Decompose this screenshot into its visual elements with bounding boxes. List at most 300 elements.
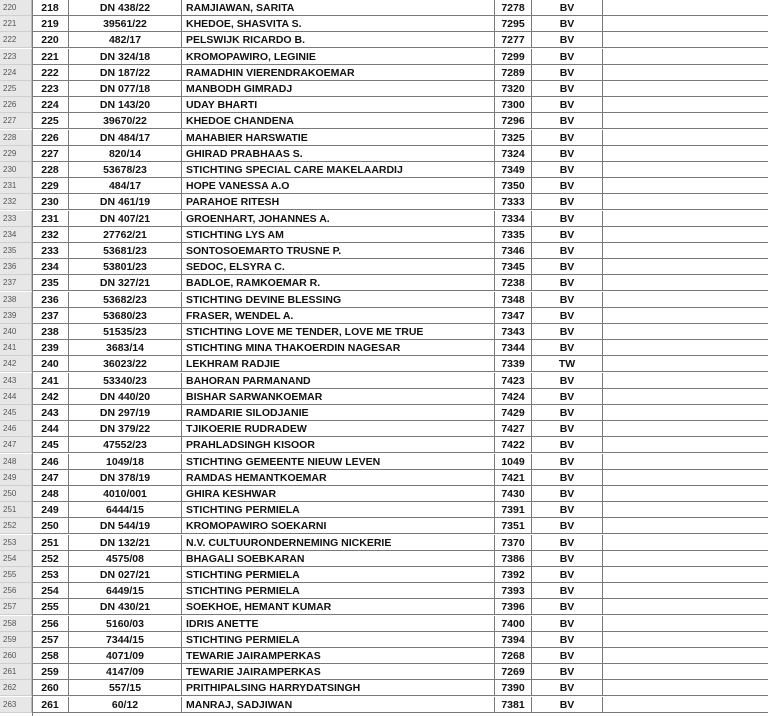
empty-cell[interactable]	[603, 227, 768, 243]
code-cell[interactable]: 7299	[495, 49, 532, 65]
name-cell[interactable]: LEKHRAM RADJIE	[182, 356, 495, 372]
type-cell[interactable]: BV	[532, 340, 603, 356]
empty-cell[interactable]	[603, 535, 768, 551]
empty-cell[interactable]	[603, 259, 768, 275]
number-cell[interactable]: 219	[32, 16, 69, 32]
name-cell[interactable]: STICHTING LYS AM	[182, 227, 495, 243]
name-cell[interactable]: IDRIS ANETTE	[182, 616, 495, 632]
code-cell[interactable]: 7343	[495, 324, 532, 340]
number-cell[interactable]: 226	[32, 130, 69, 146]
reference-cell[interactable]: DN 143/20	[69, 97, 182, 113]
row-header[interactable]: 233	[0, 211, 32, 227]
number-cell[interactable]: 249	[32, 502, 69, 518]
name-cell[interactable]: KROMOPAWIRO SOEKARNI	[182, 518, 495, 534]
empty-cell[interactable]	[603, 0, 768, 16]
table-row[interactable]	[0, 194, 768, 210]
empty-cell[interactable]	[603, 178, 768, 194]
name-cell[interactable]: FRASER, WENDEL A.	[182, 308, 495, 324]
empty-cell[interactable]	[603, 389, 768, 405]
type-cell[interactable]: BV	[532, 421, 603, 437]
reference-cell[interactable]: 4575/08	[69, 551, 182, 567]
type-cell[interactable]: BV	[532, 389, 603, 405]
empty-cell[interactable]	[603, 373, 768, 389]
name-cell[interactable]: UDAY BHARTI	[182, 97, 495, 113]
table-row[interactable]	[0, 356, 768, 372]
code-cell[interactable]: 7391	[495, 502, 532, 518]
empty-cell[interactable]	[603, 113, 768, 129]
code-cell[interactable]: 7347	[495, 308, 532, 324]
code-cell[interactable]: 7238	[495, 275, 532, 291]
reference-cell[interactable]: 6444/15	[69, 502, 182, 518]
name-cell[interactable]: SEDOC, ELSYRA C.	[182, 259, 495, 275]
code-cell[interactable]: 7349	[495, 162, 532, 178]
type-cell[interactable]: BV	[532, 97, 603, 113]
number-cell[interactable]: 242	[32, 389, 69, 405]
number-cell[interactable]: 220	[32, 32, 69, 48]
row-header[interactable]: 243	[0, 373, 32, 389]
type-cell[interactable]: BV	[532, 648, 603, 664]
table-row[interactable]	[0, 599, 768, 615]
reference-cell[interactable]: DN 027/21	[69, 567, 182, 583]
row-header[interactable]: 245	[0, 405, 32, 421]
row-header[interactable]: 242	[0, 356, 32, 372]
type-cell[interactable]: BV	[532, 680, 603, 696]
table-row[interactable]	[0, 680, 768, 696]
name-cell[interactable]: PARAHOE RITESH	[182, 194, 495, 210]
number-cell[interactable]: 254	[32, 583, 69, 599]
name-cell[interactable]: MANRAJ, SADJIWAN	[182, 697, 495, 713]
code-cell[interactable]: 7430	[495, 486, 532, 502]
type-cell[interactable]: BV	[532, 146, 603, 162]
reference-cell[interactable]: DN 132/21	[69, 535, 182, 551]
empty-cell[interactable]	[603, 32, 768, 48]
name-cell[interactable]: STICHTING LOVE ME TENDER, LOVE ME TRUE	[182, 324, 495, 340]
reference-cell[interactable]: DN 187/22	[69, 65, 182, 81]
row-header[interactable]: 222	[0, 32, 32, 48]
code-cell[interactable]: 7333	[495, 194, 532, 210]
empty-cell[interactable]	[603, 648, 768, 664]
table-row[interactable]	[0, 16, 768, 32]
row-header[interactable]: 257	[0, 599, 32, 615]
row-header[interactable]: 249	[0, 470, 32, 486]
table-row[interactable]	[0, 535, 768, 551]
table-row[interactable]	[0, 697, 768, 713]
number-cell[interactable]: 239	[32, 340, 69, 356]
number-cell[interactable]: 248	[32, 486, 69, 502]
table-row[interactable]	[0, 632, 768, 648]
reference-cell[interactable]: DN 484/17	[69, 130, 182, 146]
row-header[interactable]: 263	[0, 697, 32, 713]
reference-cell[interactable]: DN 430/21	[69, 599, 182, 615]
row-header[interactable]: 248	[0, 454, 32, 470]
type-cell[interactable]: BV	[532, 81, 603, 97]
type-cell[interactable]: BV	[532, 632, 603, 648]
empty-cell[interactable]	[603, 81, 768, 97]
empty-cell[interactable]	[603, 65, 768, 81]
name-cell[interactable]: BISHAR SARWANKOEMAR	[182, 389, 495, 405]
reference-cell[interactable]: 39561/22	[69, 16, 182, 32]
reference-cell[interactable]: 820/14	[69, 146, 182, 162]
table-row[interactable]	[0, 486, 768, 502]
type-cell[interactable]: TW	[532, 356, 603, 372]
name-cell[interactable]: RAMDARIE SILODJANIE	[182, 405, 495, 421]
empty-cell[interactable]	[603, 502, 768, 518]
empty-cell[interactable]	[603, 632, 768, 648]
type-cell[interactable]: BV	[532, 243, 603, 259]
number-cell[interactable]: 221	[32, 49, 69, 65]
empty-cell[interactable]	[603, 340, 768, 356]
reference-cell[interactable]: DN 378/19	[69, 470, 182, 486]
empty-cell[interactable]	[603, 405, 768, 421]
type-cell[interactable]: BV	[532, 211, 603, 227]
reference-cell[interactable]: 39670/22	[69, 113, 182, 129]
type-cell[interactable]: BV	[532, 470, 603, 486]
number-cell[interactable]: 250	[32, 518, 69, 534]
name-cell[interactable]: TEWARIE JAIRAMPERKAS	[182, 664, 495, 680]
table-row[interactable]	[0, 275, 768, 291]
reference-cell[interactable]: 27762/21	[69, 227, 182, 243]
number-cell[interactable]: 232	[32, 227, 69, 243]
number-cell[interactable]: 243	[32, 405, 69, 421]
empty-cell[interactable]	[603, 162, 768, 178]
reference-cell[interactable]: 6449/15	[69, 583, 182, 599]
empty-cell[interactable]	[603, 49, 768, 65]
type-cell[interactable]: BV	[532, 599, 603, 615]
name-cell[interactable]: STICHTING PERMIELA	[182, 567, 495, 583]
code-cell[interactable]: 7320	[495, 81, 532, 97]
code-cell[interactable]: 7325	[495, 130, 532, 146]
type-cell[interactable]: BV	[532, 567, 603, 583]
empty-cell[interactable]	[603, 421, 768, 437]
table-row[interactable]	[0, 113, 768, 129]
number-cell[interactable]: 244	[32, 421, 69, 437]
type-cell[interactable]: BV	[532, 583, 603, 599]
table-row[interactable]	[0, 227, 768, 243]
table-row[interactable]	[0, 308, 768, 324]
code-cell[interactable]: 7350	[495, 178, 532, 194]
number-cell[interactable]: 247	[32, 470, 69, 486]
table-row[interactable]	[0, 373, 768, 389]
name-cell[interactable]: RAMDAS HEMANTKOEMAR	[182, 470, 495, 486]
table-row[interactable]	[0, 97, 768, 113]
type-cell[interactable]: BV	[532, 259, 603, 275]
table-row[interactable]	[0, 583, 768, 599]
name-cell[interactable]: KHEDOE, SHASVITA S.	[182, 16, 495, 32]
number-cell[interactable]: 253	[32, 567, 69, 583]
row-header[interactable]: 223	[0, 49, 32, 65]
number-cell[interactable]: 218	[32, 0, 69, 16]
empty-cell[interactable]	[603, 324, 768, 340]
row-header[interactable]: 260	[0, 648, 32, 664]
empty-cell[interactable]	[603, 599, 768, 615]
table-row[interactable]	[0, 518, 768, 534]
number-cell[interactable]: 257	[32, 632, 69, 648]
name-cell[interactable]: N.V. CULTUURONDERNEMING NICKERIE	[182, 535, 495, 551]
code-cell[interactable]: 7423	[495, 373, 532, 389]
type-cell[interactable]: BV	[532, 130, 603, 146]
code-cell[interactable]: 7390	[495, 680, 532, 696]
reference-cell[interactable]: 53681/23	[69, 243, 182, 259]
name-cell[interactable]: GROENHART, JOHANNES A.	[182, 211, 495, 227]
number-cell[interactable]: 235	[32, 275, 69, 291]
type-cell[interactable]: BV	[532, 697, 603, 713]
code-cell[interactable]: 7344	[495, 340, 532, 356]
empty-cell[interactable]	[603, 211, 768, 227]
type-cell[interactable]: BV	[532, 486, 603, 502]
name-cell[interactable]: STICHTING MINA THAKOERDIN NAGESAR	[182, 340, 495, 356]
name-cell[interactable]: TJIKOERIE RUDRADEW	[182, 421, 495, 437]
table-row[interactable]	[0, 551, 768, 567]
code-cell[interactable]: 7422	[495, 437, 532, 453]
empty-cell[interactable]	[603, 130, 768, 146]
empty-cell[interactable]	[603, 437, 768, 453]
reference-cell[interactable]: DN 077/18	[69, 81, 182, 97]
number-cell[interactable]: 241	[32, 373, 69, 389]
name-cell[interactable]: RAMJIAWAN, SARITA	[182, 0, 495, 16]
name-cell[interactable]: BHAGALI SOEBKARAN	[182, 551, 495, 567]
row-header[interactable]: 252	[0, 518, 32, 534]
row-header[interactable]: 231	[0, 178, 32, 194]
code-cell[interactable]: 7268	[495, 648, 532, 664]
type-cell[interactable]: BV	[532, 535, 603, 551]
code-cell[interactable]: 7296	[495, 113, 532, 129]
empty-cell[interactable]	[603, 680, 768, 696]
type-cell[interactable]: BV	[532, 664, 603, 680]
reference-cell[interactable]: 60/12	[69, 697, 182, 713]
reference-cell[interactable]: 7344/15	[69, 632, 182, 648]
reference-cell[interactable]: 53801/23	[69, 259, 182, 275]
number-cell[interactable]: 222	[32, 65, 69, 81]
type-cell[interactable]: BV	[532, 405, 603, 421]
row-header[interactable]: 230	[0, 162, 32, 178]
row-header[interactable]: 235	[0, 243, 32, 259]
number-cell[interactable]: 256	[32, 616, 69, 632]
name-cell[interactable]: BADLOE, RAMKOEMAR R.	[182, 275, 495, 291]
number-cell[interactable]: 224	[32, 97, 69, 113]
table-row[interactable]	[0, 211, 768, 227]
row-header[interactable]: 237	[0, 275, 32, 291]
empty-cell[interactable]	[603, 146, 768, 162]
name-cell[interactable]: STICHTING GEMEENTE NIEUW LEVEN	[182, 454, 495, 470]
reference-cell[interactable]: 47552/23	[69, 437, 182, 453]
empty-cell[interactable]	[603, 275, 768, 291]
row-header[interactable]: 259	[0, 632, 32, 648]
number-cell[interactable]: 251	[32, 535, 69, 551]
empty-cell[interactable]	[603, 308, 768, 324]
code-cell[interactable]: 7381	[495, 697, 532, 713]
table-row[interactable]	[0, 405, 768, 421]
row-header[interactable]: 241	[0, 340, 32, 356]
reference-cell[interactable]: DN 324/18	[69, 49, 182, 65]
type-cell[interactable]: BV	[532, 178, 603, 194]
table-row[interactable]	[0, 292, 768, 308]
code-cell[interactable]: 7269	[495, 664, 532, 680]
name-cell[interactable]: TEWARIE JAIRAMPERKAS	[182, 648, 495, 664]
name-cell[interactable]: MAHABIER HARSWATIE	[182, 130, 495, 146]
code-cell[interactable]: 7351	[495, 518, 532, 534]
table-row[interactable]	[0, 567, 768, 583]
number-cell[interactable]: 259	[32, 664, 69, 680]
row-header[interactable]: 253	[0, 535, 32, 551]
table-row[interactable]	[0, 49, 768, 65]
empty-cell[interactable]	[603, 486, 768, 502]
type-cell[interactable]: BV	[532, 194, 603, 210]
empty-cell[interactable]	[603, 697, 768, 713]
row-header[interactable]: 251	[0, 502, 32, 518]
reference-cell[interactable]: 4071/09	[69, 648, 182, 664]
name-cell[interactable]: PELSWIJK RICARDO B.	[182, 32, 495, 48]
code-cell[interactable]: 7400	[495, 616, 532, 632]
code-cell[interactable]: 7394	[495, 632, 532, 648]
number-cell[interactable]: 230	[32, 194, 69, 210]
type-cell[interactable]: BV	[532, 454, 603, 470]
name-cell[interactable]: GHIRA KESHWAR	[182, 486, 495, 502]
reference-cell[interactable]: 4147/09	[69, 664, 182, 680]
row-header[interactable]: 239	[0, 308, 32, 324]
table-row[interactable]	[0, 648, 768, 664]
code-cell[interactable]: 7429	[495, 405, 532, 421]
code-cell[interactable]: 7386	[495, 551, 532, 567]
name-cell[interactable]: STICHTING PERMIELA	[182, 632, 495, 648]
name-cell[interactable]: STICHTING SPECIAL CARE MAKELAARDIJ	[182, 162, 495, 178]
number-cell[interactable]: 258	[32, 648, 69, 664]
code-cell[interactable]: 7348	[495, 292, 532, 308]
name-cell[interactable]: STICHTING DEVINE BLESSING	[182, 292, 495, 308]
number-cell[interactable]: 237	[32, 308, 69, 324]
row-header[interactable]: 227	[0, 113, 32, 129]
reference-cell[interactable]: 557/15	[69, 680, 182, 696]
type-cell[interactable]: BV	[532, 275, 603, 291]
name-cell[interactable]: PRAHLADSINGH KISOOR	[182, 437, 495, 453]
number-cell[interactable]: 234	[32, 259, 69, 275]
code-cell[interactable]: 7334	[495, 211, 532, 227]
reference-cell[interactable]: 53682/23	[69, 292, 182, 308]
table-row[interactable]	[0, 437, 768, 453]
name-cell[interactable]: PRITHIPALSING HARRYDATSINGH	[182, 680, 495, 696]
row-header[interactable]: 224	[0, 65, 32, 81]
type-cell[interactable]: BV	[532, 437, 603, 453]
code-cell[interactable]: 7396	[495, 599, 532, 615]
row-header[interactable]: 247	[0, 437, 32, 453]
row-header[interactable]: 232	[0, 194, 32, 210]
empty-cell[interactable]	[603, 518, 768, 534]
empty-cell[interactable]	[603, 194, 768, 210]
name-cell[interactable]: KHEDOE CHANDENA	[182, 113, 495, 129]
type-cell[interactable]: BV	[532, 16, 603, 32]
empty-cell[interactable]	[603, 356, 768, 372]
code-cell[interactable]: 7324	[495, 146, 532, 162]
table-row[interactable]	[0, 146, 768, 162]
number-cell[interactable]: 229	[32, 178, 69, 194]
table-row[interactable]	[0, 616, 768, 632]
type-cell[interactable]: BV	[532, 518, 603, 534]
number-cell[interactable]: 246	[32, 454, 69, 470]
number-cell[interactable]: 255	[32, 599, 69, 615]
reference-cell[interactable]: 53340/23	[69, 373, 182, 389]
name-cell[interactable]: SOEKHOE, HEMANT KUMAR	[182, 599, 495, 615]
reference-cell[interactable]: DN 297/19	[69, 405, 182, 421]
reference-cell[interactable]: DN 461/19	[69, 194, 182, 210]
table-row[interactable]	[0, 243, 768, 259]
row-header[interactable]: 261	[0, 664, 32, 680]
table-row[interactable]	[0, 178, 768, 194]
type-cell[interactable]: BV	[532, 65, 603, 81]
row-header[interactable]: 262	[0, 680, 32, 696]
code-cell[interactable]: 7277	[495, 32, 532, 48]
reference-cell[interactable]: 4010/001	[69, 486, 182, 502]
empty-cell[interactable]	[603, 616, 768, 632]
row-header[interactable]: 254	[0, 551, 32, 567]
type-cell[interactable]: BV	[532, 32, 603, 48]
row-header[interactable]: 228	[0, 130, 32, 146]
row-header[interactable]: 238	[0, 292, 32, 308]
row-header[interactable]: 221	[0, 16, 32, 32]
table-row[interactable]	[0, 421, 768, 437]
empty-cell[interactable]	[603, 97, 768, 113]
number-cell[interactable]: 231	[32, 211, 69, 227]
type-cell[interactable]: BV	[532, 0, 603, 16]
table-row[interactable]	[0, 259, 768, 275]
code-cell[interactable]: 7289	[495, 65, 532, 81]
number-cell[interactable]: 238	[32, 324, 69, 340]
name-cell[interactable]: STICHTING PERMIELA	[182, 502, 495, 518]
code-cell[interactable]: 7346	[495, 243, 532, 259]
code-cell[interactable]: 7392	[495, 567, 532, 583]
type-cell[interactable]: BV	[532, 49, 603, 65]
row-header[interactable]: 226	[0, 97, 32, 113]
reference-cell[interactable]: DN 407/21	[69, 211, 182, 227]
reference-cell[interactable]: 36023/22	[69, 356, 182, 372]
type-cell[interactable]: BV	[532, 373, 603, 389]
type-cell[interactable]: BV	[532, 308, 603, 324]
reference-cell[interactable]: DN 327/21	[69, 275, 182, 291]
number-cell[interactable]: 240	[32, 356, 69, 372]
type-cell[interactable]: BV	[532, 502, 603, 518]
table-row[interactable]	[0, 32, 768, 48]
reference-cell[interactable]: 53680/23	[69, 308, 182, 324]
table-row[interactable]	[0, 130, 768, 146]
reference-cell[interactable]: 53678/23	[69, 162, 182, 178]
code-cell[interactable]: 7335	[495, 227, 532, 243]
code-cell[interactable]: 7393	[495, 583, 532, 599]
table-row[interactable]	[0, 664, 768, 680]
code-cell[interactable]: 7427	[495, 421, 532, 437]
number-cell[interactable]: 260	[32, 680, 69, 696]
code-cell[interactable]: 7424	[495, 389, 532, 405]
empty-cell[interactable]	[603, 664, 768, 680]
type-cell[interactable]: BV	[532, 292, 603, 308]
reference-cell[interactable]: 3683/14	[69, 340, 182, 356]
table-row[interactable]	[0, 470, 768, 486]
name-cell[interactable]: SONTOSOEMARTO TRUSNE P.	[182, 243, 495, 259]
name-cell[interactable]: GHIRAD PRABHAAS S.	[182, 146, 495, 162]
reference-cell[interactable]: 484/17	[69, 178, 182, 194]
reference-cell[interactable]: 482/17	[69, 32, 182, 48]
name-cell[interactable]: RAMADHIN VIERENDRAKOEMAR	[182, 65, 495, 81]
table-row[interactable]	[0, 340, 768, 356]
number-cell[interactable]: 223	[32, 81, 69, 97]
number-cell[interactable]: 225	[32, 113, 69, 129]
code-cell[interactable]: 7339	[495, 356, 532, 372]
number-cell[interactable]: 245	[32, 437, 69, 453]
code-cell[interactable]: 7421	[495, 470, 532, 486]
row-header[interactable]: 234	[0, 227, 32, 243]
number-cell[interactable]: 252	[32, 551, 69, 567]
row-header[interactable]: 236	[0, 259, 32, 275]
reference-cell[interactable]: 51535/23	[69, 324, 182, 340]
empty-cell[interactable]	[603, 292, 768, 308]
table-row[interactable]	[0, 65, 768, 81]
